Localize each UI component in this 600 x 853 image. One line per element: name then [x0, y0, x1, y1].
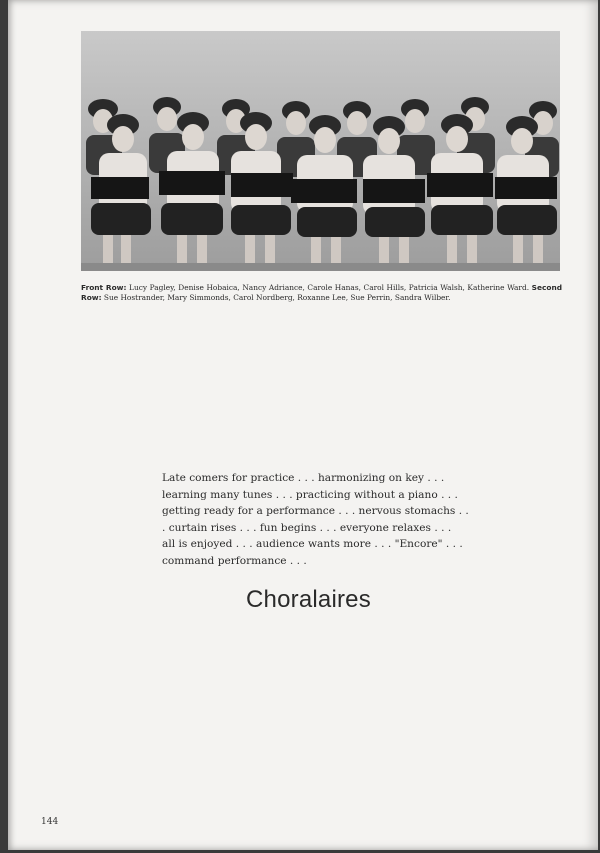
front-row-names: Lucy Pagley, Denise Hobaica, Nancy Adriance, Carole Hanas, Carol Hills, Patricia Walsh, Katherine Ward. — [126, 283, 530, 292]
front-row-label: Front Row: — [81, 283, 127, 292]
poem-line: getting ready for a performance . . . nervous stomachs . . — [162, 505, 469, 517]
choir-group-photo — [81, 31, 560, 271]
poem-line: all is enjoyed . . . audience wants more . . . "Encore" . . . — [162, 538, 463, 550]
poem-line: . curtain rises . . . fun begins . . . everyone relaxes . . . — [162, 521, 452, 534]
yearbook-page — [8, 0, 598, 850]
poem-text — [162, 470, 502, 569]
poem-line: Late comers for practice . . . harmonizing on key . . . — [162, 472, 445, 484]
photo-caption — [81, 283, 562, 302]
page-number: 144 — [41, 817, 59, 827]
poem-line: learning many tunes . . . practicing without a piano . . . — [162, 488, 458, 501]
second-row-label: Second Row: — [81, 283, 563, 302]
poem-line: command performance . . . — [162, 554, 307, 567]
second-row-names: Sue Hostrander, Mary Simmonds, Carol Nordberg, Roxanne Lee, Sue Perrin, Sandra Wilber. — [101, 292, 451, 302]
section-title: Choralaires — [246, 586, 371, 613]
